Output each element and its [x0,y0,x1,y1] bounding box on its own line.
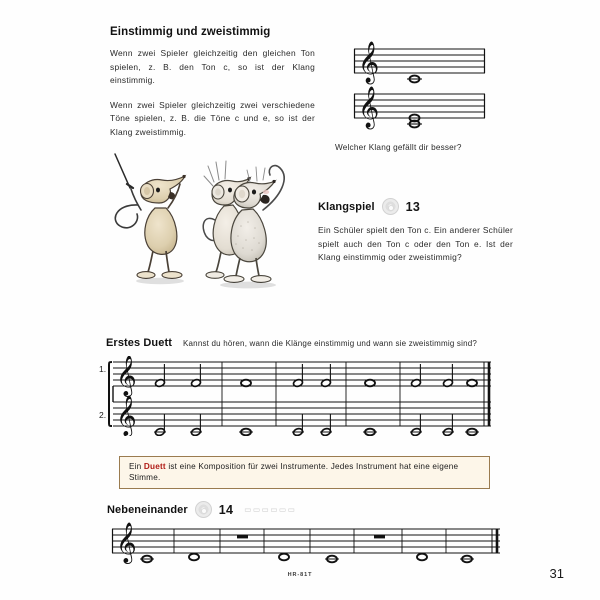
whole-rest [237,535,248,538]
note-whole [279,554,289,561]
treble-clef-icon [358,86,379,129]
question-welcher-klang: Welcher Klang gefällt dir besser? [335,143,462,152]
note-half [321,364,332,387]
nebeneinander-track-number: 14 [218,502,234,517]
section-klangspiel [318,198,513,265]
note-whole [189,554,199,561]
klangspiel-track-number: 13 [405,199,421,214]
duett-staff-system [98,356,498,436]
note-half [154,414,166,436]
intro-paragraph-1: Wenn zwei Spieler gleichzeitig den gleichen Ton spielen, z. B. den Ton c, so ist der Klang einstimmig. [110,48,315,86]
note-half [443,364,454,387]
note-half [292,414,304,436]
note-half [442,414,454,436]
cd-icon [195,501,212,518]
section-nebeneinander-header [107,501,296,518]
definition-keyword: Duett [143,462,166,471]
treble-clef-icon: 𝄞 [116,356,137,396]
note-whole [417,554,427,561]
voice-2-label: 2. [99,410,107,420]
note-half [320,414,332,436]
note-whole [325,556,339,563]
treble-clef-icon [358,41,379,84]
voice-1-label: 1. [99,364,107,374]
erstes-duett-heading: Erstes Duett [106,337,172,349]
example-staff-two-part [352,86,487,130]
note-half [411,364,422,387]
note-half [190,414,202,436]
note-whole [365,380,375,387]
section-erstes-duett-header [106,337,516,349]
svg-text:𝄞: 𝄞 [358,87,380,128]
definition-text-before: Ein [129,462,144,471]
note-whole [465,429,479,436]
conductor-mouse-icon [115,154,186,284]
klangspiel-text: Ein Schüler spielt den Ton c. Ein anderer Schüler spielt auch den Ton c oder den Ton e. Ist der Klang einstimmig oder zweistimmig? [318,225,513,263]
note-whole [363,429,377,436]
illustration-three-singing-mice [100,148,300,308]
footer-publisher-code: HR-81T [287,572,313,578]
cd-icon [382,198,399,215]
note-half [155,364,166,387]
klangspiel-header [318,198,513,215]
note-whole [467,380,477,387]
treble-clef-icon: 𝄞 [116,396,137,436]
nebeneinander-staff [106,519,506,569]
nebeneinander-heading: Nebeneinander [107,503,188,516]
note-half [191,364,202,387]
svg-text:𝄞: 𝄞 [358,42,380,83]
whole-rest [374,535,385,538]
note-whole [241,380,251,387]
page-title: Einstimmig und zweistimmig [110,26,271,38]
treble-clef-icon: 𝄞 [116,523,137,563]
nebeneinander-faint-caption: ▭▭▭▭▭▭ [244,505,297,514]
section-einstimmig-zweistimmig [110,26,315,151]
klangspiel-heading: Klangspiel [318,200,375,213]
example-staff-unison [352,41,487,85]
note-half [410,414,422,436]
note-whole [460,556,474,563]
definition-text-after: ist eine Komposition für zwei Instrumente. Jedes Instrument hat eine eigene Stimme. [129,462,459,483]
note-whole [140,556,154,563]
intro-paragraph-2: Wenn zwei Spieler gleichzeitig zwei verschiedene Töne spielen, z. B. die Töne c und e, so ist der Klang zweistimmig. [110,99,315,138]
erstes-duett-instruction: Kannst du hören, wann die Klänge einstimmig und wann sie zweistimmig sind? [183,339,478,348]
note-whole [239,429,253,436]
note-half [293,364,304,387]
definition-box-duett [119,456,490,489]
page-number: 31 [549,566,564,581]
